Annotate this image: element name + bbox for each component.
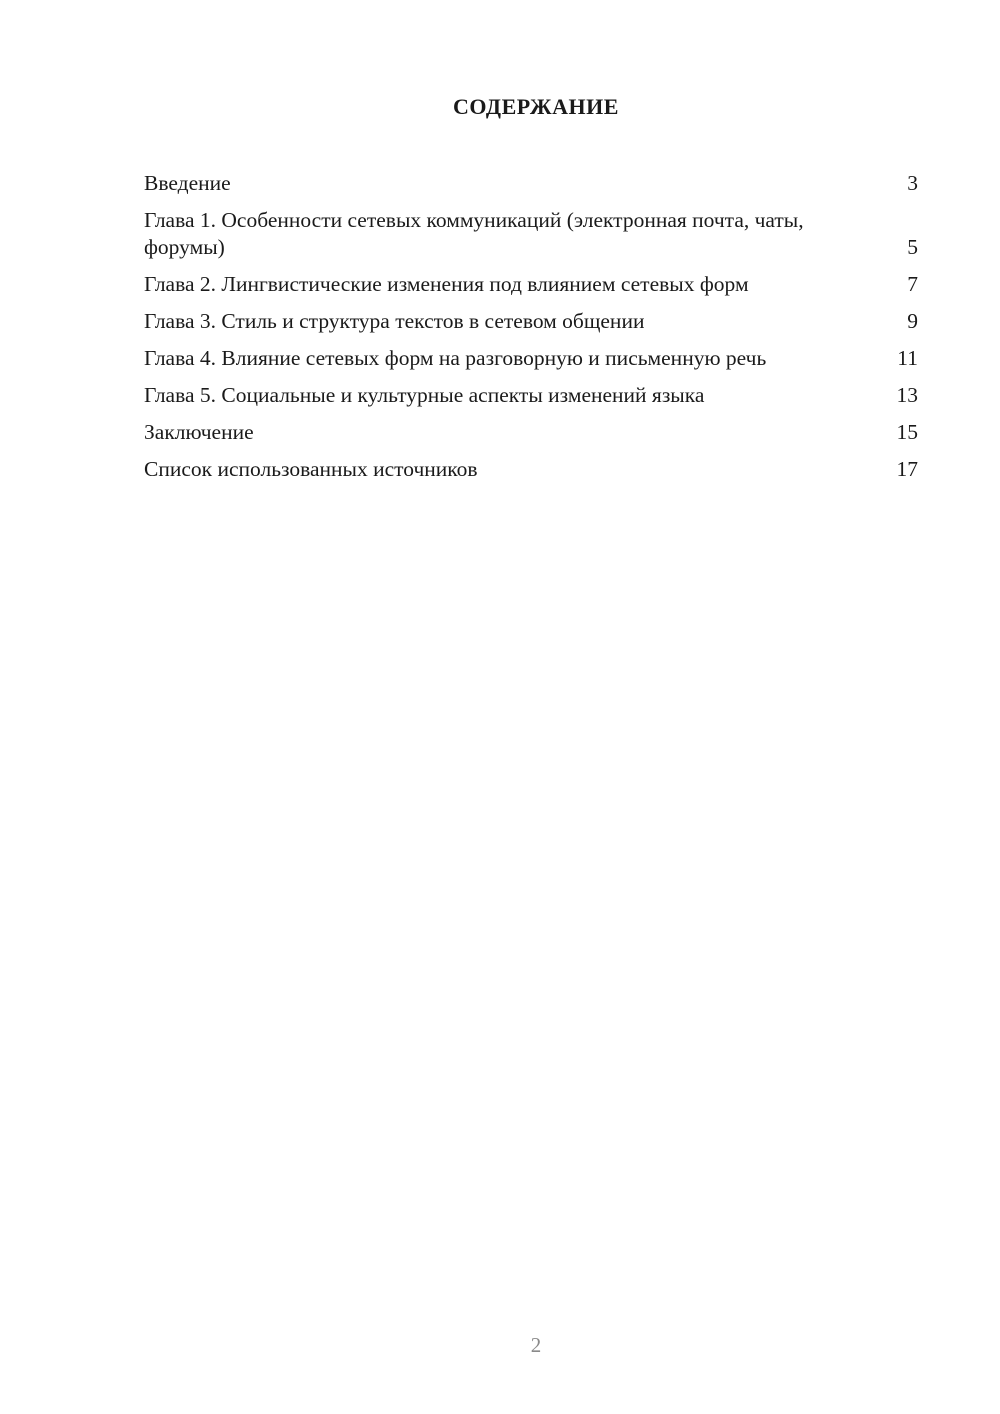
toc-entry-page: 17 — [896, 457, 918, 481]
toc-entry-title: Глава 5. Социальные и культурные аспекты изменений языка — [144, 383, 705, 407]
toc-entry-page: 3 — [907, 171, 918, 195]
toc-entry-chapter-3[interactable] — [144, 308, 918, 335]
toc-entry-page: 13 — [896, 383, 918, 407]
toc-entry-chapter-4[interactable] — [144, 345, 918, 372]
toc-entry-introduction[interactable] — [144, 170, 918, 197]
toc-entry-title: Глава 1. Особенности сетевых коммуникаций (электронная почта, чаты, форумы) — [144, 208, 804, 259]
toc-entry-title: Глава 3. Стиль и структура текстов в сетевом общении — [144, 309, 645, 333]
toc-entry-title: Глава 4. Влияние сетевых форм на разговорную и письменную речь — [144, 346, 767, 370]
toc-entry-conclusion[interactable] — [144, 419, 918, 446]
toc-entry-page: 9 — [907, 309, 918, 333]
page-title: СОДЕРЖАНИЕ — [453, 94, 619, 119]
toc-entry-references[interactable] — [144, 456, 918, 483]
toc-entry-title: Введение — [144, 171, 231, 195]
toc-entry-page: 7 — [907, 272, 918, 296]
toc-entry-page: 5 — [907, 235, 918, 259]
toc-entry-title: Список использованных источников — [144, 457, 478, 481]
page-number: 2 — [530, 1333, 542, 1357]
toc-entry-chapter-1[interactable] — [144, 207, 918, 261]
toc-entry-page: 15 — [896, 420, 918, 444]
toc-entry-title: Глава 2. Лингвистические изменения под влиянием сетевых форм — [144, 272, 749, 296]
toc-entry-page: 11 — [897, 346, 918, 370]
table-of-contents — [144, 170, 918, 493]
toc-entry-chapter-5[interactable] — [144, 382, 918, 409]
toc-entry-title: Заключение — [144, 420, 254, 444]
toc-entry-chapter-2[interactable] — [144, 271, 918, 298]
